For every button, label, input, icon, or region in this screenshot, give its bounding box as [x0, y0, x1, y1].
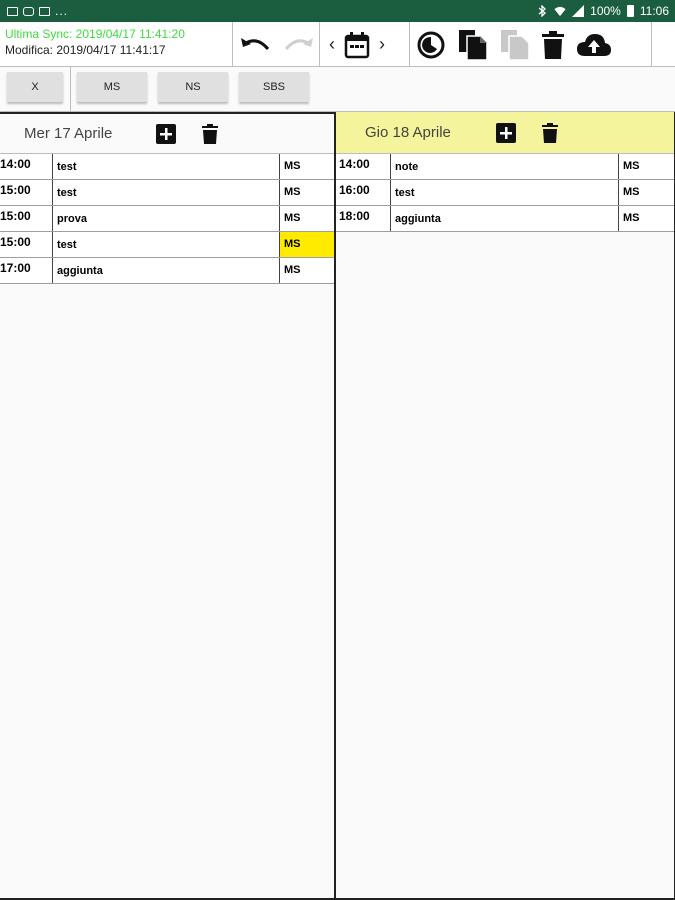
event-owner: MS [623, 160, 640, 172]
event-owner: MS [284, 264, 301, 276]
undo-redo-group [233, 22, 320, 67]
event-row[interactable] [0, 232, 334, 258]
day-title: Mer 17 Aprile [24, 125, 113, 142]
event-row[interactable] [0, 154, 334, 180]
paste-icon[interactable] [500, 29, 530, 61]
battery-percent: 100% [590, 4, 621, 18]
battery-icon [627, 5, 634, 17]
event-owner: MS [623, 186, 640, 198]
modified-text: Modifica: 2019/04/17 11:41:17 [5, 43, 166, 57]
app-window [0, 22, 675, 900]
event-owner-highlighted: MS [280, 232, 334, 257]
event-text: note [391, 154, 619, 179]
event-row[interactable] [336, 206, 674, 232]
event-time: 14:00 [336, 154, 391, 179]
event-time: 15:00 [0, 206, 53, 231]
event-time: 15:00 [0, 180, 53, 205]
date-nav-group [320, 22, 410, 67]
event-text: prova [53, 206, 280, 231]
event-owner: MS [284, 160, 301, 172]
undo-icon[interactable] [239, 33, 273, 57]
mail-icon [7, 7, 18, 16]
filter-button-x[interactable]: X [7, 72, 63, 102]
overflow-dots: ... [55, 4, 69, 18]
event-text: aggiunta [391, 206, 619, 231]
filter-bar [0, 67, 675, 112]
trash-icon[interactable] [540, 123, 560, 143]
event-time: 15:00 [0, 232, 53, 257]
delete-icon[interactable] [542, 31, 564, 59]
gmail-icon [39, 7, 50, 16]
add-icon[interactable] [156, 124, 176, 144]
last-sync-text: Ultima Sync: 2019/04/17 11:41:20 [5, 27, 185, 41]
event-row[interactable] [336, 154, 674, 180]
add-icon[interactable] [496, 123, 516, 143]
clock: 11:06 [639, 4, 669, 18]
filter-button-sbs[interactable]: SBS [239, 72, 309, 102]
status-bar [0, 0, 675, 22]
upload-icon[interactable] [576, 32, 612, 58]
day-column-1 [336, 112, 675, 898]
event-time: 14:00 [0, 154, 53, 179]
event-text: test [53, 232, 280, 257]
system-icons [536, 4, 675, 18]
history-icon[interactable] [416, 30, 446, 60]
event-owner: MS [284, 212, 301, 224]
sync-info [0, 22, 233, 67]
calendar-icon[interactable] [344, 31, 370, 59]
event-list [0, 154, 334, 284]
copy-icon[interactable] [458, 29, 488, 61]
photo-icon [23, 7, 34, 16]
event-row[interactable] [0, 206, 334, 232]
filter-button-ms[interactable]: MS [77, 72, 147, 102]
day-header-highlighted [336, 112, 674, 154]
event-row[interactable] [0, 258, 334, 284]
event-owner: MS [284, 186, 301, 198]
day-column-0 [0, 112, 336, 898]
signal-icon [572, 5, 584, 17]
trash-icon[interactable] [200, 124, 220, 144]
event-text: test [53, 154, 280, 179]
redo-icon[interactable] [281, 33, 315, 57]
day-header [0, 114, 334, 154]
prev-chevron-icon[interactable]: ‹ [329, 34, 335, 54]
bluetooth-icon [536, 5, 548, 17]
actions-group [410, 22, 652, 67]
event-time: 17:00 [0, 258, 53, 283]
notification-icons [0, 4, 68, 18]
event-text: test [391, 180, 619, 205]
event-time: 16:00 [336, 180, 391, 205]
event-row[interactable] [336, 180, 674, 206]
wifi-icon [554, 5, 566, 17]
filter-button-ns[interactable]: NS [158, 72, 228, 102]
event-time: 18:00 [336, 206, 391, 231]
event-text: test [53, 180, 280, 205]
event-row[interactable] [0, 180, 334, 206]
day-title: Gio 18 Aprile [365, 124, 451, 141]
event-list [336, 154, 674, 232]
toolbar [0, 22, 675, 67]
event-owner: MS [623, 212, 640, 224]
filter-divider [70, 67, 71, 112]
next-chevron-icon[interactable]: › [379, 34, 385, 54]
event-text: aggiunta [53, 258, 280, 283]
